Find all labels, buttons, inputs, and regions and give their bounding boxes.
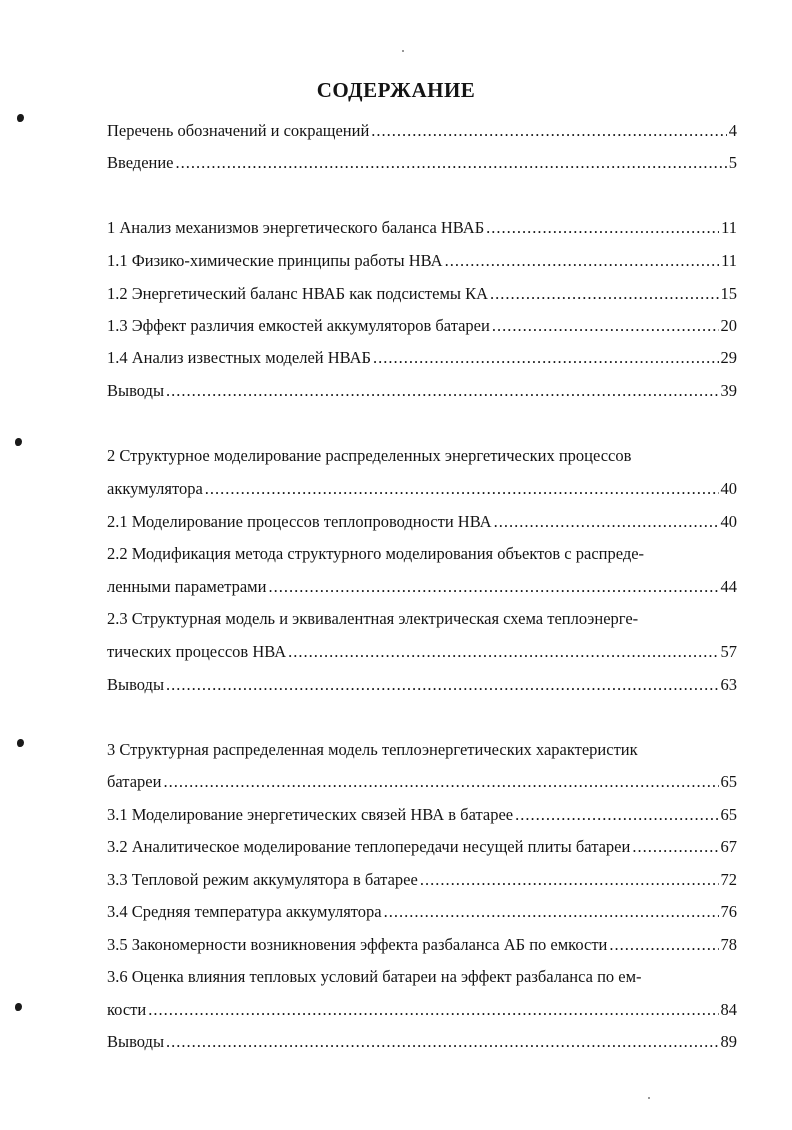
toc-entry-chapter-1	[107, 217, 737, 239]
toc-leader	[166, 1031, 718, 1053]
toc-leader	[494, 511, 719, 533]
toc-entry-section-1-3	[107, 315, 737, 337]
toc-page-number: 89	[720, 1032, 737, 1051]
toc-page-number: 44	[720, 577, 737, 596]
toc-leader	[445, 250, 720, 272]
binding-hole-mark	[15, 438, 22, 446]
toc-leader	[371, 120, 726, 142]
toc-leader	[166, 674, 718, 696]
toc-leader	[373, 347, 719, 369]
toc-page-number: 11	[721, 218, 737, 237]
toc-entry-label: ленными параметрами	[107, 577, 267, 596]
toc-entry-label: 1.2 Энергетический баланс НВАБ как подсистемы КА	[107, 284, 489, 303]
toc-entry-conclusions-3	[107, 1031, 737, 1053]
toc-entry-label: Введение	[107, 153, 174, 172]
toc-page-number: 72	[720, 870, 737, 889]
toc-entry-section-3-6	[107, 999, 737, 1021]
toc-leader	[420, 869, 719, 891]
toc-page-number: 65	[720, 805, 737, 824]
toc-page-number: 11	[721, 251, 737, 270]
binding-hole-mark	[15, 1003, 22, 1011]
toc-entry-conclusions-1	[107, 380, 737, 402]
toc-page-number: 76	[720, 902, 737, 921]
toc-entry-section-1-2	[107, 283, 737, 305]
toc-page-number: 67	[720, 837, 737, 856]
toc-entry-label: кости	[107, 1000, 147, 1019]
toc-entry-section-2-2-line-1: 2.2 Модификация метода структурного моделирования объектов с распреде-	[107, 544, 645, 563]
toc-page-number: 40	[720, 479, 737, 498]
toc-entry-label: 1.1 Физико-химические принципы работы НВА	[107, 251, 443, 270]
toc-entry-section-1-1	[107, 250, 737, 272]
toc-leader	[492, 315, 719, 337]
toc-leader	[176, 152, 727, 174]
scan-speck	[402, 50, 404, 52]
toc-leader	[163, 771, 718, 793]
toc-entry-abbreviations	[107, 120, 737, 142]
toc-entry-section-2-3-line-1: 2.3 Структурная модель и эквивалентная электрическая схема теплоэнерге-	[107, 609, 639, 628]
toc-entry-label: 3.1 Моделирование энергетических связей НВА в батарее	[107, 805, 514, 824]
toc-entry-chapter-3-line-1: 3 Структурная распределенная модель теплоэнергетических характеристик	[107, 740, 638, 759]
toc-leader	[632, 836, 718, 858]
toc-entry-section-3-5	[107, 934, 737, 956]
toc-entry-label: 2.1 Моделирование процессов теплопроводности НВА	[107, 512, 492, 531]
toc-leader	[515, 804, 718, 826]
toc-page-number: 4	[728, 121, 737, 140]
toc-entry-section-3-6-line-1: 3.6 Оценка влияния тепловых условий батареи на эффект разбаланса по ем-	[107, 967, 642, 986]
toc-entry-label: Выводы	[107, 675, 165, 694]
toc-leader	[268, 576, 718, 598]
toc-leader	[205, 478, 719, 500]
toc-entry-label: 1.4 Анализ известных моделей НВАБ	[107, 348, 371, 367]
toc-page-number: 20	[720, 316, 737, 335]
toc-entry-label: аккумулятора	[107, 479, 203, 498]
toc-page-number: 63	[720, 675, 737, 694]
toc-page-number: 15	[720, 284, 737, 303]
toc-entry-section-3-4	[107, 901, 737, 923]
toc-entry-section-2-2	[107, 576, 737, 598]
toc-page-number: 5	[728, 153, 737, 172]
toc-entry-conclusions-2	[107, 674, 737, 696]
toc-page-number: 84	[720, 1000, 737, 1019]
toc-entry-label: 1.3 Эффект различия емкостей аккумуляторов батареи	[107, 316, 490, 335]
toc-page-number: 39	[720, 381, 737, 400]
toc-entry-introduction	[107, 152, 737, 174]
toc-page-number: 29	[720, 348, 737, 367]
binding-hole-mark	[17, 739, 24, 747]
toc-entry-label: 1 Анализ механизмов энергетического баланса НВАБ	[107, 218, 485, 237]
toc-entry-label: 3.4 Средняя температура аккумулятора	[107, 902, 382, 921]
toc-leader	[609, 934, 718, 956]
toc-entry-label: 3.5 Закономерности возникновения эффекта разбаланса АБ по емкости	[107, 935, 608, 954]
toc-entry-label: батареи	[107, 772, 162, 791]
toc-leader	[490, 283, 718, 305]
toc-page-number: 65	[720, 772, 737, 791]
toc-entry-label: Выводы	[107, 381, 165, 400]
toc-entry-chapter-2-line-1: 2 Структурное моделирование распределенных энергетических процессов	[107, 446, 632, 465]
toc-entry-label: Выводы	[107, 1032, 165, 1051]
page-title: СОДЕРЖАНИЕ	[316, 78, 476, 102]
toc-entry-section-3-2	[107, 836, 737, 858]
toc-entry-section-3-3	[107, 869, 737, 891]
toc-page-number: 40	[720, 512, 737, 531]
toc-entry-section-2-1	[107, 511, 737, 533]
toc-leader	[288, 641, 718, 663]
toc-page-number: 57	[720, 642, 737, 661]
toc-entry-chapter-2	[107, 478, 737, 500]
toc-entry-label: тических процессов НВА	[107, 642, 287, 661]
scan-speck	[648, 1097, 650, 1099]
toc-leader	[148, 999, 718, 1021]
toc-entry-section-3-1	[107, 804, 737, 826]
toc-entry-label: 3.3 Тепловой режим аккумулятора в батарее	[107, 870, 418, 889]
toc-leader	[486, 217, 719, 239]
toc-entry-section-1-4	[107, 347, 737, 369]
toc-leader	[384, 901, 719, 923]
binding-hole-mark	[17, 114, 24, 122]
toc-entry-label: Перечень обозначений и сокращений	[107, 121, 370, 140]
toc-entry-chapter-3	[107, 771, 737, 793]
toc-page-number: 78	[720, 935, 737, 954]
toc-entry-section-2-3	[107, 641, 737, 663]
toc-leader	[166, 380, 718, 402]
toc-entry-label: 3.2 Аналитическое моделирование теплопередачи несущей плиты батареи	[107, 837, 631, 856]
